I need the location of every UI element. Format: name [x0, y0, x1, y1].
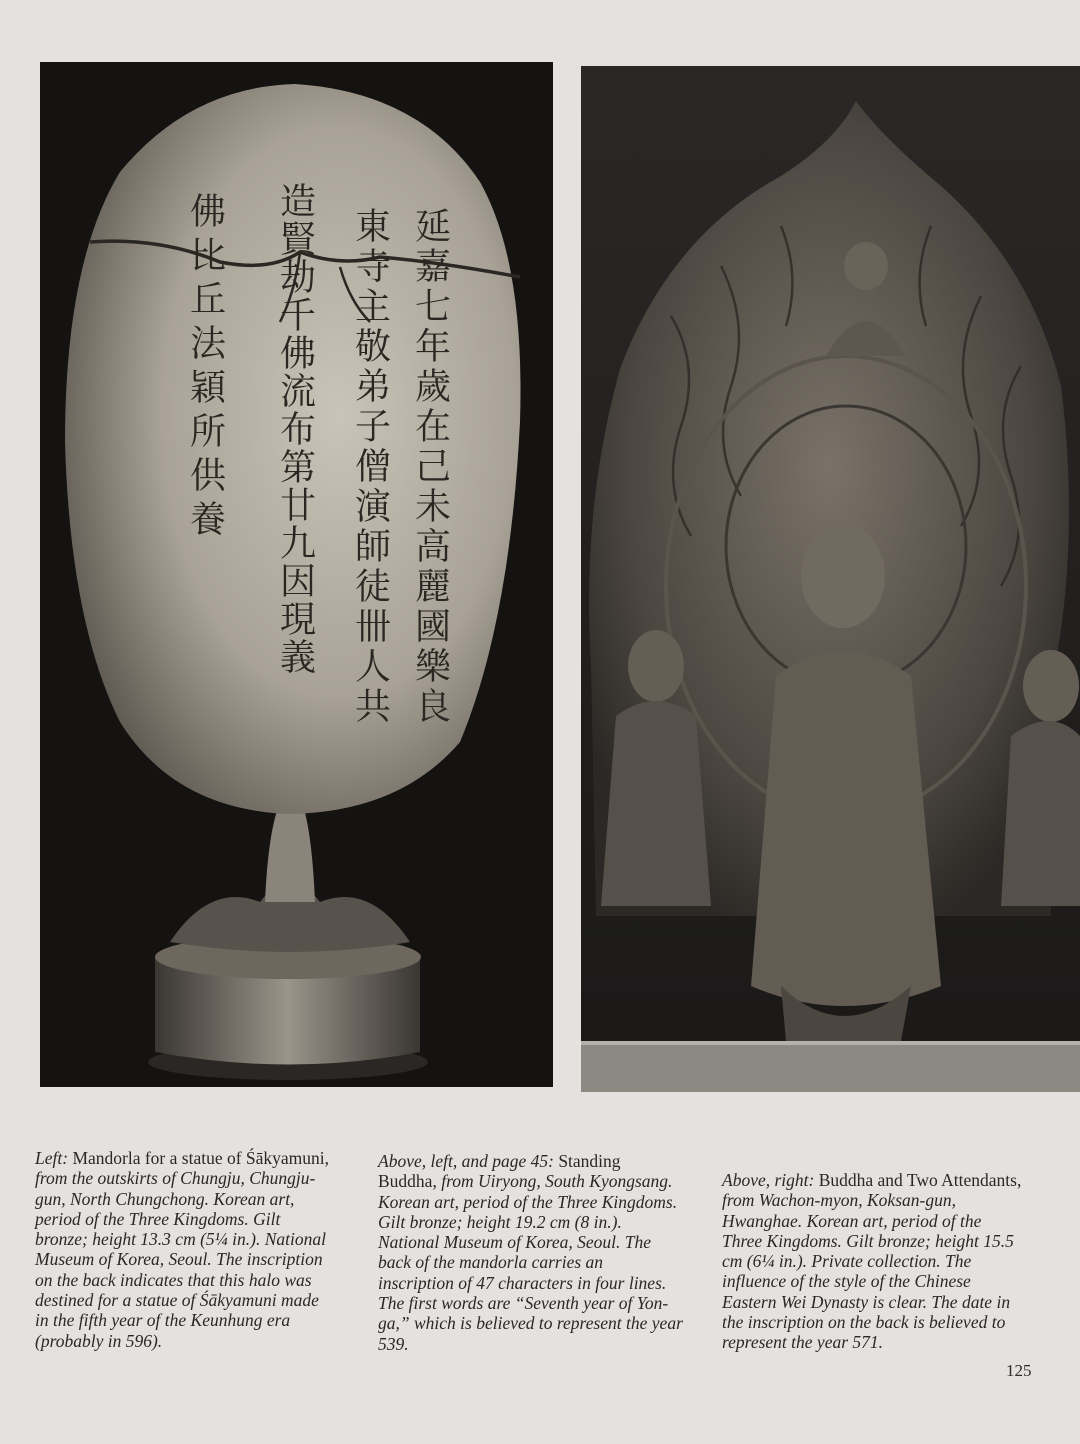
caption-middle — [378, 1151, 683, 1354]
inscription-column-4: 佛比丘法穎所供養 — [184, 192, 226, 544]
inscription-column-3: 造賢劫千佛流布第廿九因現義 — [274, 182, 316, 676]
caption-middle-title: Standing Buddha, — [378, 1151, 621, 1192]
mandorla-illustration — [40, 62, 553, 1087]
buddha-triad-photo — [581, 66, 1080, 1092]
caption-middle-lead: Above, left, and page 45: — [378, 1151, 554, 1171]
page-number: 125 — [1006, 1361, 1032, 1380]
caption-right-text: from Wachon-myon, Koksan-gun, Hwanghae. Korean art, period of the Three Kingdoms. Gilt bronze; height 15.5 cm (6¼ in.). Private collection. The influence of the style of the Chinese Eastern Wei Dynasty is clear. The date in the inscription on the back is believed to represent the year 571. — [722, 1190, 1014, 1353]
caption-left-lead: Left: — [35, 1148, 69, 1168]
buddha-triad-illustration — [581, 66, 1080, 1092]
caption-left-title: Mandorla for a statue of Śākyamuni, — [72, 1148, 330, 1168]
inscription-column-1: 延嘉七年歲在己未高麗國樂良 — [409, 207, 451, 727]
inscription-column-2: 東寺主敬弟子僧演師徒卌人共 — [349, 207, 391, 727]
caption-middle-text: from Uiryong, South Kyongsang. Korean art, period of the Three Kingdoms. Gilt bronze; height 19.2 cm (8 in.). National Museum of Korea, Seoul. The back of the mandorla carries an inscription of 47 characters in four lines. The first words are “Seventh year of Yon-ga,” which is believed to represent the year 539. — [378, 1171, 683, 1354]
caption-left — [35, 1148, 335, 1351]
caption-right — [722, 1170, 1022, 1353]
caption-right-title: Buddha and Two Attendants, — [818, 1170, 1022, 1190]
caption-left-text: from the outskirts of Chungju, Chungju-gun, North Chungchong. Korean art, period of the Three Kingdoms. Gilt bronze; height 13.3 cm (5¼ in.). National Museum of Korea, Seoul. The inscription on the back indicates that this halo was destined for a statue of Śākyamuni made in the fifth year of the Keunhung era (probably in 596). — [35, 1168, 326, 1351]
mandorla-photo — [40, 62, 553, 1087]
caption-right-lead: Above, right: — [722, 1170, 815, 1190]
